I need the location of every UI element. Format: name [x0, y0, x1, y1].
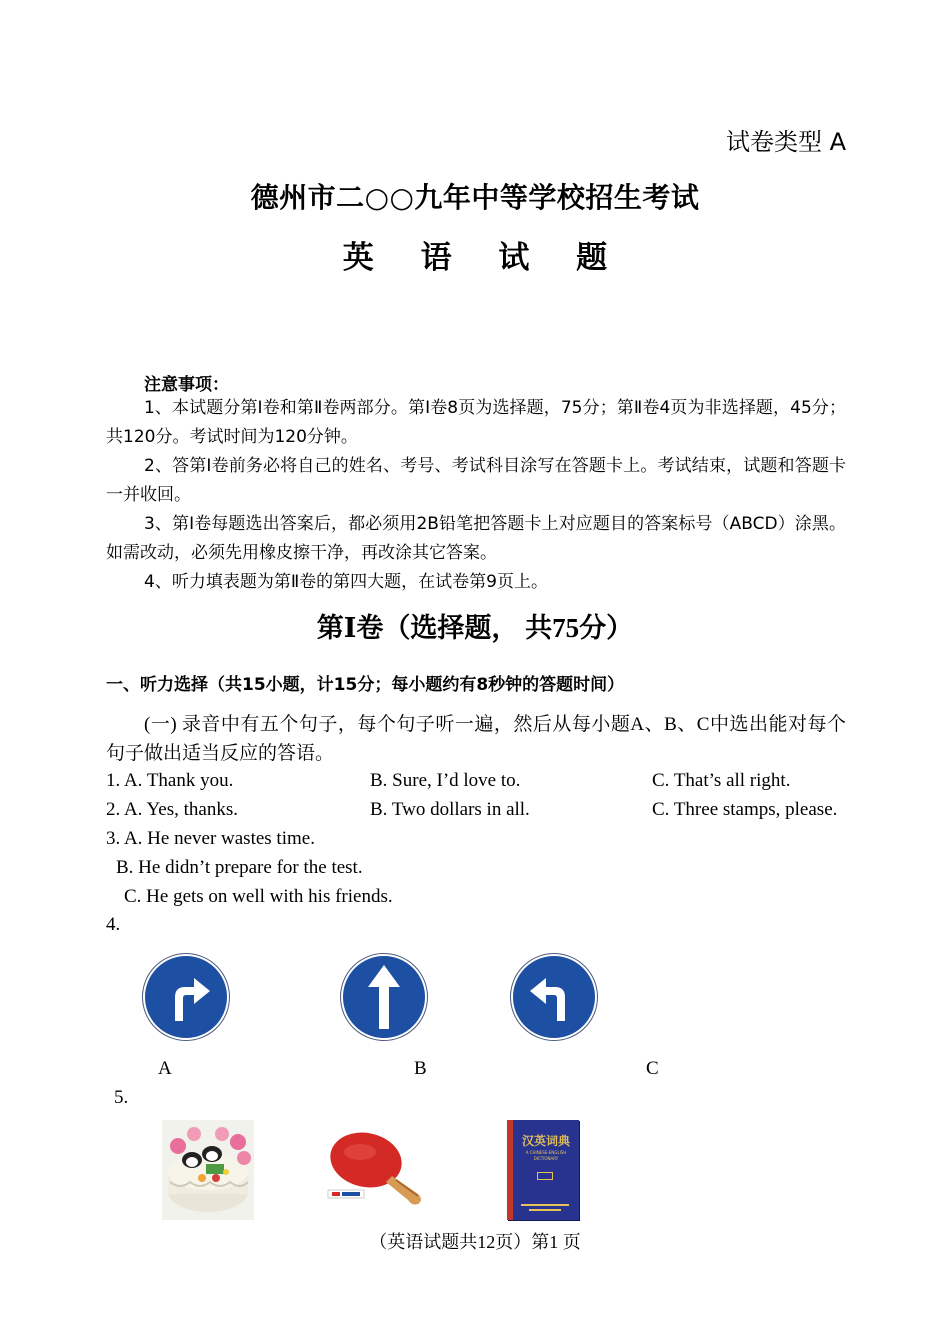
- listening-instruction: (一) 录音中有五个句子，每个句子听一遍，然后从每小题A、B、C中选出能对每个句子做出适当反应的答语。: [106, 714, 846, 764]
- publisher-logo-icon: [537, 1172, 553, 1180]
- q3-option-b: B. He didn’t prepare for the test.: [116, 857, 363, 878]
- q1-option-b: B. Sure, I’d love to.: [370, 770, 521, 791]
- q4-number: 4.: [106, 914, 121, 935]
- section-one-title: 一、听力选择（共15小题，计15分；每小题约有8秒钟的答题时间）: [106, 675, 625, 695]
- q2-option-c: C. Three stamps, please.: [652, 799, 838, 820]
- notice-item-4: 4、听力填表题为第Ⅱ卷的第四大题，在试卷第9页上。: [144, 572, 548, 592]
- ping-pong-paddle-picture: [326, 1130, 430, 1208]
- q4-label-b: B: [414, 1058, 427, 1079]
- go-straight-sign-icon: [340, 953, 428, 1041]
- notice-item-3: 3、第Ⅰ卷每题选出答案后，都必须用2B铅笔把答题卡上对应题目的答案标号（ABCD）涂黑。如需改动，必须先用橡皮擦干净，再改涂其它答案。: [106, 514, 846, 563]
- q2-option-b: B. Two dollars in all.: [370, 799, 530, 820]
- page-footer: （英语试题共12页）第1 页: [369, 1232, 581, 1252]
- q1-option-a: 1. A. Thank you.: [106, 770, 234, 791]
- turn-right-sign-icon: [142, 953, 230, 1041]
- q2-option-a: 2. A. Yes, thanks.: [106, 799, 238, 820]
- part-one-title: 第Ⅰ卷（选择题， 共75分）: [316, 613, 634, 643]
- turn-left-sign-icon: [510, 953, 598, 1041]
- dictionary-spine: [507, 1120, 513, 1220]
- q5-number: 5.: [114, 1087, 129, 1108]
- notice-item-2: 2、答第Ⅰ卷前务必将自己的姓名、考号、考试科目涂写在答题卡上。考试结束，试题和答题卡一并收回。: [106, 456, 846, 505]
- publisher-line: [529, 1209, 561, 1211]
- q3-option-c: C. He gets on well with his friends.: [124, 886, 393, 907]
- q4-label-c: C: [646, 1058, 659, 1079]
- dictionary-subtitle: A CHINESE-ENGLISH DICTIONARY: [525, 1150, 567, 1161]
- dictionary-picture: [507, 1120, 579, 1220]
- dictionary-title: 汉英词典: [521, 1134, 570, 1148]
- cake-picture: [162, 1120, 254, 1220]
- q1-option-c: C. That’s all right.: [652, 770, 791, 791]
- exam-title: 德州市二○○九年中等学校招生考试: [250, 181, 700, 214]
- publisher-line: [521, 1204, 569, 1206]
- paper-type-label: 试卷类型 A: [725, 128, 846, 156]
- notice-heading: 注意事项：: [144, 375, 229, 395]
- subject-title: 英 语 试 题: [342, 240, 626, 276]
- q3-option-a: 3. A. He never wastes time.: [106, 828, 315, 849]
- q4-label-a: A: [158, 1058, 172, 1079]
- notice-item-1: 1、本试题分第Ⅰ卷和第Ⅱ卷两部分。第Ⅰ卷8页为选择题，75分；第Ⅱ卷4页为非选择题，45分；共120分。考试时间为120分钟。: [106, 398, 846, 447]
